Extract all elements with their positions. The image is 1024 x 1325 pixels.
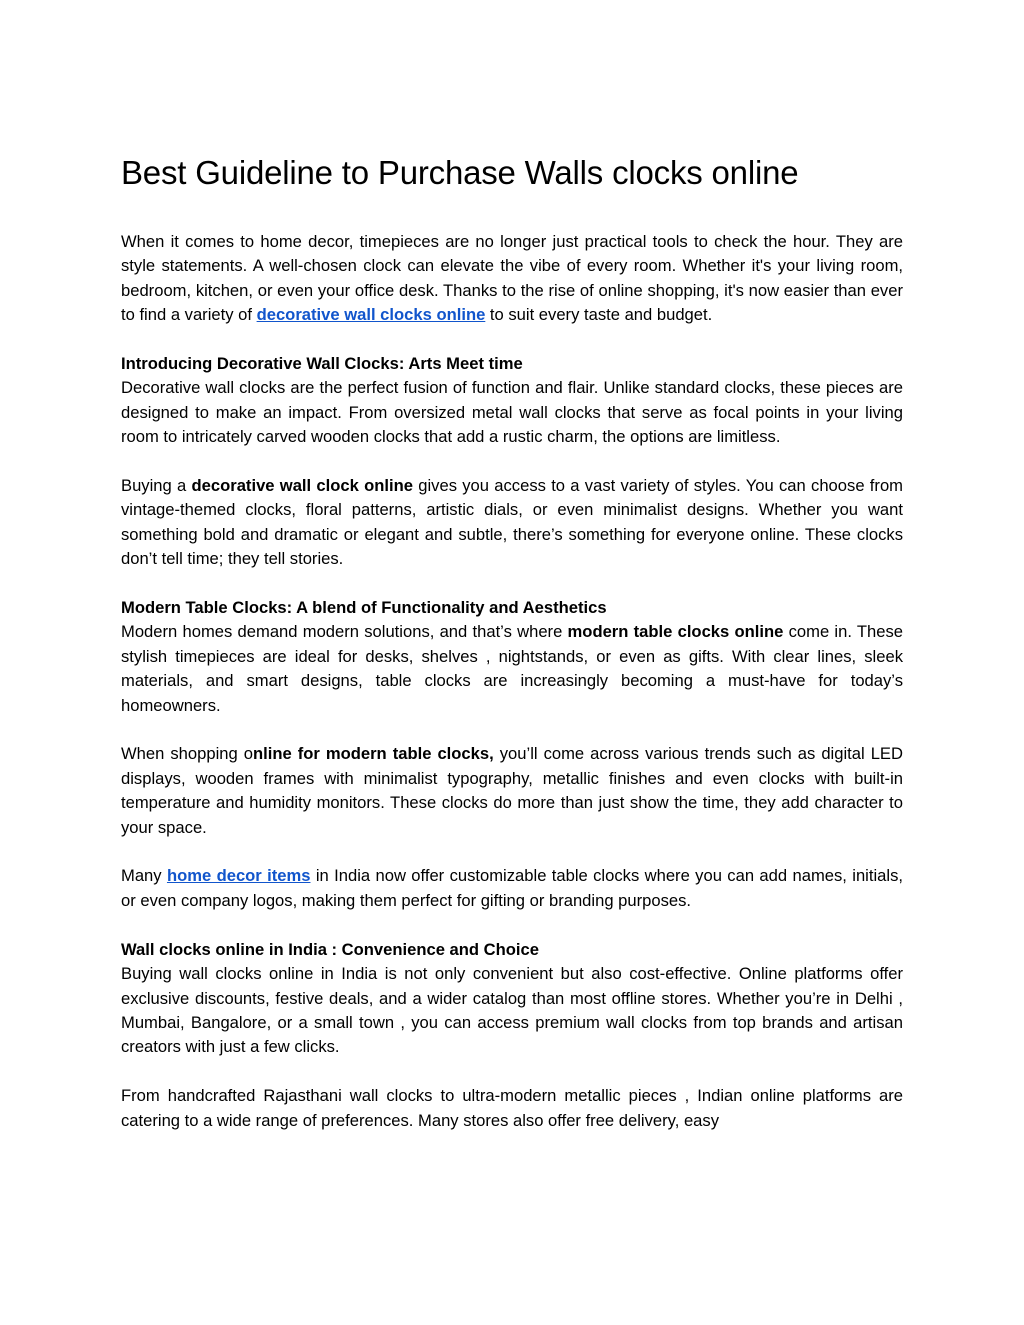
section-decorative-wall-clocks bbox=[121, 352, 903, 450]
section-heading: Introducing Decorative Wall Clocks: Arts Meet time bbox=[121, 354, 523, 374]
bold-phrase: nline for modern table clocks, bbox=[252, 744, 494, 764]
many-paragraph bbox=[121, 864, 903, 913]
intro-text: When it comes to home decor, timepieces are no longer just practical tools to check the hour. They are style statements. A well-chosen clock can elevate the vibe of every room. Whether it's your living room, bedroom, kitchen, or even your office desk. Thanks to the rise of online shopping, it's now easier than ever to find a variety of bbox=[121, 232, 903, 325]
section-body: Buying wall clocks online in India is not only convenient but also cost-effective. Online platforms offer exclusive discounts, festive deals, and a wider catalog than most offline stores. Whether you’re in Delhi , Mumbai, Bangalore, or a small town , you can access premium wall clocks from top brands and artisan creators with just a few clicks. bbox=[121, 964, 903, 1057]
buying-paragraph bbox=[121, 474, 903, 572]
paragraph-text: gives you access to a vast variety of styles. You can choose from vintage-themed clocks, floral patterns, artistic dials, or even minimalist designs. Whether you want something bold and dramatic or elegant and subtle, there’s something for everyone online. These clocks don’t tell time; they tell stories. bbox=[121, 476, 903, 569]
intro-paragraph bbox=[121, 230, 903, 328]
section-body: Decorative wall clocks are the perfect fusion of function and flair. Unlike standard clocks, these pieces are designed to make an impact. From oversized metal wall clocks that serve as focal points in your living room to intricately carved wooden clocks that add a rustic charm, the options are limitless. bbox=[121, 378, 903, 447]
paragraph-text: Many bbox=[121, 866, 167, 886]
section-modern-table-clocks bbox=[121, 596, 903, 718]
section-heading: Wall clocks online in India : Convenience and Choice bbox=[121, 939, 539, 959]
decorative-wall-clocks-link[interactable]: decorative wall clocks online bbox=[256, 305, 486, 325]
paragraph-text: you’ll come across various trends such as digital LED displays, wooden frames with minimalist typography, metallic finishes and even clocks with built-in temperature and humidity monitors. These clocks do more than just show the time, they add character to your space. bbox=[121, 744, 903, 837]
paragraph-text: When shopping o bbox=[121, 744, 253, 764]
section-wall-clocks-india bbox=[121, 938, 903, 1060]
bold-phrase: modern table clocks online bbox=[567, 622, 784, 642]
section-body: come in. These stylish timepieces are ideal for desks, shelves , nightstands, or even as gifts. With clear lines, sleek materials, and smart designs, table clocks are increasingly becoming a must-have for today’s homeowners. bbox=[121, 622, 903, 715]
handcrafted-paragraph: From handcrafted Rajasthani wall clocks to ultra-modern metallic pieces , Indian online platforms are catering to a wide range of preferences. Many stores also offer free delivery, easy bbox=[121, 1086, 903, 1130]
shopping-paragraph bbox=[121, 742, 903, 840]
document-title: Best Guideline to Purchase Walls clocks online bbox=[121, 154, 799, 191]
bold-phrase: decorative wall clock online bbox=[191, 476, 413, 496]
home-decor-items-link[interactable]: home decor items bbox=[166, 866, 311, 886]
document-page bbox=[121, 150, 903, 1157]
intro-text-end: to suit every taste and budget. bbox=[485, 305, 713, 325]
section-body: Modern homes demand modern solutions, and that’s where bbox=[121, 622, 568, 642]
paragraph-text: in India now offer customizable table clocks where you can add names, initials, or even company logos, making them perfect for gifting or branding purposes. bbox=[121, 866, 903, 910]
section-heading: Modern Table Clocks: A blend of Functionality and Aesthetics bbox=[121, 598, 607, 618]
paragraph-text: Buying a bbox=[121, 476, 192, 496]
